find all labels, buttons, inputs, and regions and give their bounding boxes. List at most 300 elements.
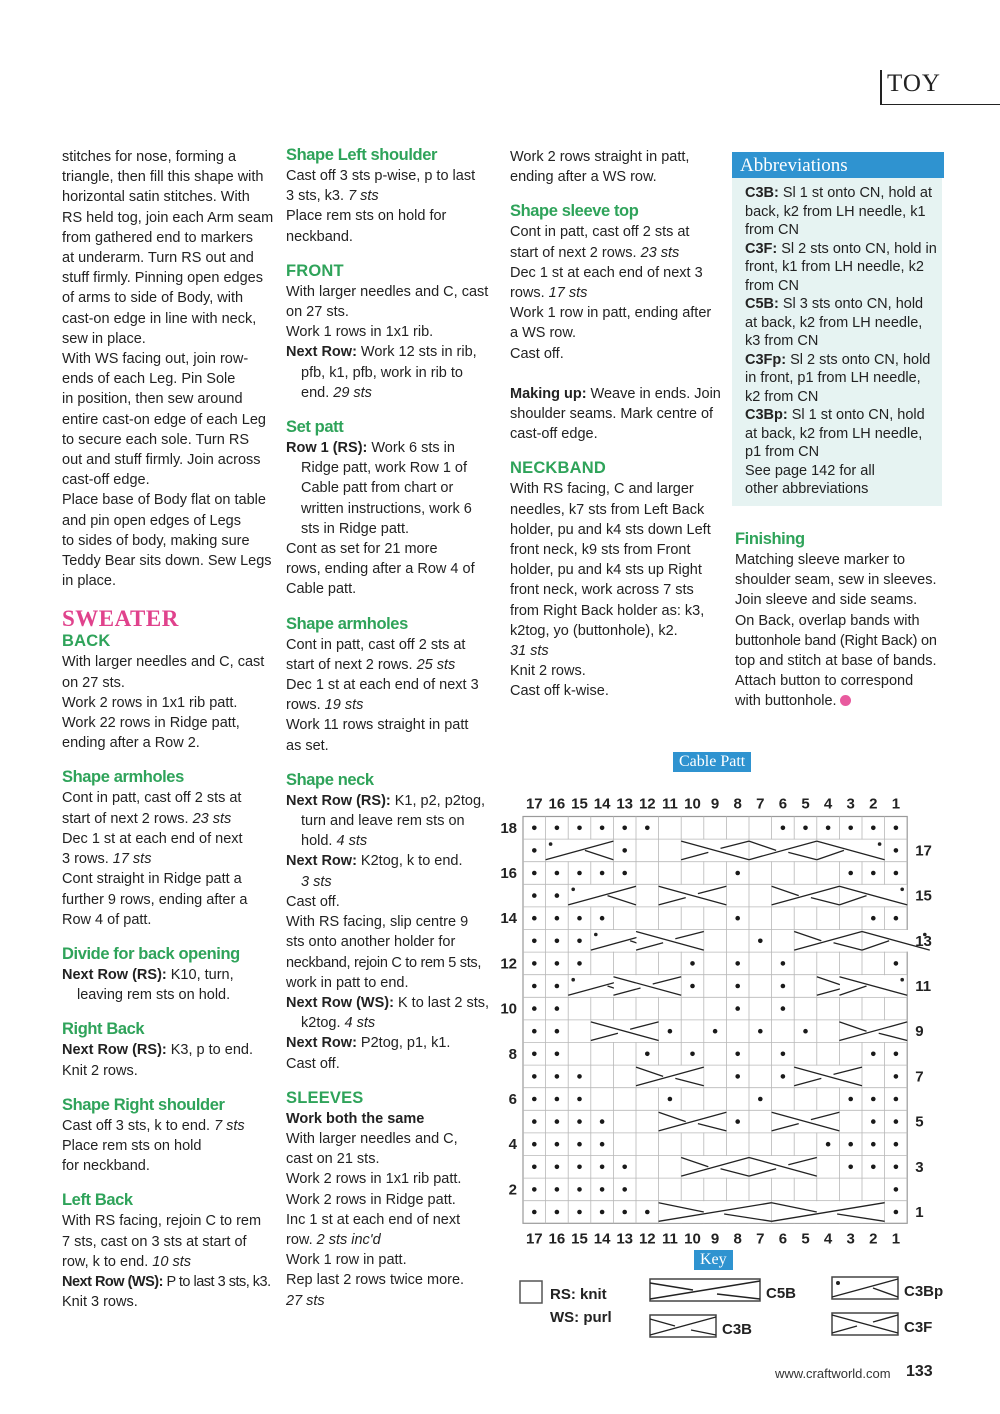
chart-col-label-bottom: 5 [801, 1230, 810, 1248]
text-line [62, 809, 277, 829]
purl-dot [894, 1119, 899, 1124]
left-back-heading: Left Back [62, 1191, 133, 1210]
text-line: top and stitch at base of bands. [735, 653, 937, 670]
text-line: Work 1 row in patt. [286, 1252, 407, 1269]
chart-col-label-bottom: 15 [571, 1230, 588, 1248]
abbreviation-item [745, 295, 937, 351]
stitch-count: 3 sts [301, 873, 332, 890]
purl-dot [577, 871, 582, 876]
row-label: Next Row (WS): [62, 1273, 163, 1290]
chart-col-label-bottom: 7 [756, 1230, 765, 1248]
purl-dot [600, 1119, 605, 1124]
row-label: Next Row (RS): [62, 966, 167, 983]
text-line [510, 641, 725, 661]
text-line [286, 1109, 498, 1129]
text-line: neckband. [286, 228, 353, 245]
purl-dot [532, 1074, 537, 1079]
purl-dot [577, 1142, 582, 1147]
purl-dot [532, 1119, 537, 1124]
text-line [286, 851, 498, 871]
text-line [62, 1116, 277, 1136]
text-line [62, 1272, 277, 1292]
text-line [286, 655, 498, 675]
purl-dot [555, 1097, 560, 1102]
purl-dot [577, 1210, 582, 1215]
purl-dot [555, 1074, 560, 1079]
text-line: holder, pu and k4 sts up Right [510, 562, 702, 579]
text-line: Place rem sts on hold for [286, 208, 447, 225]
text-line [286, 1033, 498, 1053]
purl-dot [555, 1210, 560, 1215]
chart-col-label-top: 15 [571, 795, 588, 813]
text-line: as set. [286, 737, 329, 754]
sleeves-heading: SLEEVES [286, 1088, 364, 1107]
abbreviation-definition: Sl 2 sts onto CN, hold in front, p1 from LH needle, k2 from CN [745, 351, 931, 405]
row-label: Next Row (RS): [62, 1042, 167, 1059]
stitch-count: 31 sts [510, 643, 549, 660]
purl-dot [555, 1119, 560, 1124]
purl-dot [532, 826, 537, 831]
column-3 [510, 147, 725, 702]
purl-dot [894, 1165, 899, 1170]
column-4 [735, 529, 950, 712]
stitch-count: 7 sts [214, 1117, 245, 1134]
purl-dot [690, 961, 695, 966]
purl-dot [555, 1006, 560, 1011]
purl-dot [577, 826, 582, 831]
chart-col-label-top: 7 [756, 795, 765, 813]
purl-dot [555, 984, 560, 989]
text-line: Cont straight in Ridge patt a [62, 871, 242, 888]
abbreviation-item [745, 351, 937, 407]
purl-dot [735, 1006, 740, 1011]
text-line: With larger needles and C, cast [286, 283, 489, 300]
chart-col-label-bottom: 9 [710, 1230, 720, 1248]
chart-col-label-bottom: 16 [548, 1230, 566, 1248]
purl-dot [735, 984, 740, 989]
cable-c3fp-dot [878, 842, 882, 846]
text-run: 3 rows. [62, 851, 113, 868]
purl-dot [532, 871, 537, 876]
text-line: cast-on edge in line with neck, [62, 310, 257, 327]
text-line [62, 849, 277, 869]
stitch-count: 23 sts [192, 810, 232, 827]
stitch-count: 29 sts [333, 384, 372, 401]
chart-row-label-right: 9 [915, 1023, 924, 1041]
abbreviations-box [732, 152, 942, 506]
text-line: On Back, overlap bands with [735, 612, 920, 629]
key-rs-knit: RS: knit [550, 1286, 607, 1303]
purl-dot [555, 1165, 560, 1170]
chart-col-label-top: 11 [661, 795, 678, 813]
stitch-count: 2 sts inc'd [316, 1231, 381, 1248]
text-line: Cast off 3 sts p-wise, p to last [286, 168, 476, 184]
text-line: Place rem sts on hold [62, 1137, 202, 1154]
abbreviation-item [745, 240, 937, 296]
purl-dot [555, 893, 560, 898]
text-line: front neck, work across 7 sts [510, 582, 694, 599]
knit-purl-swatch [520, 1281, 542, 1303]
purl-dot [894, 961, 899, 966]
set-patt-heading: Set patt [286, 418, 344, 437]
purl-dot [871, 916, 876, 921]
purl-dot [555, 961, 560, 966]
purl-dot [555, 1187, 560, 1192]
stitch-count: 25 sts [416, 656, 456, 673]
key-title: Key [694, 1250, 733, 1270]
purl-dot [577, 1074, 582, 1079]
chart-col-label-bottom: 6 [778, 1230, 788, 1248]
text-line: buttonhole band (Right Back) on [735, 632, 937, 649]
text-line: With larger needles and C, cast [62, 654, 265, 671]
front-heading: FRONT [286, 261, 344, 280]
purl-dot [713, 1029, 718, 1034]
chart-row-label-right: 1 [915, 1204, 924, 1221]
text-line: neckband, rejoin C to rem 5 sts, [286, 954, 482, 971]
text-line: Cont in patt, cast off 2 sts at [62, 790, 242, 807]
c3b-symbol [650, 1315, 716, 1337]
text-line: and pin open edges of Legs [62, 512, 241, 529]
purl-dot [532, 939, 537, 944]
row-label: Next Row: [286, 344, 357, 361]
purl-dot [848, 1142, 853, 1147]
chart-col-label-bottom: 1 [891, 1230, 901, 1248]
chart-row-label-left: 12 [500, 955, 517, 973]
text-run: row, k to end. [62, 1253, 153, 1270]
making-up-label: Making up: [510, 385, 587, 402]
text-line: Inc 1 st at each end of next [286, 1211, 461, 1228]
purl-dot [532, 1165, 537, 1170]
row-label: Next Row (WS): [286, 994, 394, 1011]
chart-row-label-right: 15 [915, 887, 932, 905]
text-line: With RS facing, C and larger [510, 481, 694, 498]
purl-dot [826, 1142, 831, 1147]
text-run: K to last 2 sts, [393, 994, 490, 1011]
abbreviation-term: C3Bp: [745, 407, 788, 423]
text-line [286, 1230, 498, 1250]
text-line [286, 993, 498, 1013]
text-line: Cont as set for 21 more [286, 541, 438, 558]
purl-dot [894, 848, 899, 853]
text-line [510, 243, 725, 263]
text-line [62, 1040, 277, 1060]
chart-col-label-bottom: 4 [823, 1230, 833, 1248]
text-line: Work 11 rows straight in patt [286, 717, 469, 734]
text-run: rows. [286, 697, 325, 714]
text-line [286, 438, 498, 458]
purl-dot [781, 1052, 786, 1057]
text-line [62, 965, 277, 985]
purl-dot [555, 1029, 560, 1034]
cable-c3bp-dot [549, 842, 553, 846]
text-line: Work 1 row in patt, ending after [510, 305, 712, 322]
chart-col-label-top: 2 [869, 795, 878, 813]
purl-dot [735, 916, 740, 921]
text-run: end. [301, 384, 334, 401]
text-line [286, 186, 498, 206]
chart-row-label-right: 3 [915, 1158, 924, 1176]
text-line: Teddy Bear sits down. Sew Legs [62, 553, 272, 570]
purl-dot [622, 871, 627, 876]
text-line: With larger needles and C, [286, 1130, 458, 1147]
purl-dot [577, 1119, 582, 1124]
text-line: cast-off edge. [62, 472, 150, 489]
abbreviation-definition: Sl 1 st onto CN, hold at back, k2 from LH needle, k1 from CN [745, 185, 932, 238]
text-line: Cast off. [510, 345, 564, 362]
purl-dot [555, 1142, 560, 1147]
text-run: start of next 2 rows. [510, 244, 641, 261]
text-line: shoulder seams. Mark centre of [510, 406, 714, 423]
purl-dot [894, 1097, 899, 1102]
text-line: Cont in patt, cast off 2 sts at [286, 636, 466, 653]
purl-dot [758, 939, 763, 944]
text-run: start of next 2 rows. [62, 810, 193, 827]
key-c3f-label: C3F [904, 1319, 933, 1336]
purl-dot [668, 1097, 673, 1102]
purl-dot [781, 1074, 786, 1079]
purl-dot [600, 1165, 605, 1170]
purl-dot [894, 871, 899, 876]
chart-row-label-left: 4 [508, 1136, 517, 1154]
chart-col-label-top: 17 [525, 795, 543, 813]
abbreviation-definition: Sl 1 st onto CN, hold at back, k2 from LH needle, p1 from CN [745, 407, 925, 460]
purl-dot [622, 1187, 627, 1192]
chart-col-label-bottom: 2 [869, 1230, 878, 1248]
stitch-count: 19 sts [324, 697, 364, 714]
text-line: Dec 1 st at each end of next 3 [286, 677, 479, 694]
purl-dot [622, 826, 627, 831]
text-line: to sides of body, making sure [62, 532, 250, 549]
chart-col-label-top: 12 [638, 795, 656, 813]
key-ws-purl: WS: purl [550, 1309, 612, 1326]
text-line: at underarm. Turn RS out and [62, 250, 254, 267]
row-label: Row 1 (RS): [286, 440, 368, 457]
text-line: from Right Back holder as: k3, [510, 602, 705, 619]
text-line: Cast off k-wise. [510, 683, 609, 700]
text-line: ending after a Row 2. [62, 735, 200, 752]
stitch-count: 7 sts [348, 188, 379, 205]
c3f-symbol [832, 1313, 898, 1335]
row-label: Next Row: [286, 1035, 357, 1052]
purl-dot [781, 961, 786, 966]
page-footer [760, 1362, 940, 1386]
text-run: K10, turn, [166, 966, 234, 983]
purl-dot [871, 1119, 876, 1124]
text-line: leaving rem sts on hold. [77, 987, 231, 1004]
purl-dot [600, 871, 605, 876]
purl-dot [871, 871, 876, 876]
text-run: P2tog, p1, k1. [356, 1035, 451, 1052]
text-line [286, 1291, 498, 1311]
back-heading: BACK [62, 632, 111, 651]
purl-dot [894, 1210, 899, 1215]
chart-col-label-bottom: 12 [638, 1230, 656, 1248]
purl-dot [600, 1210, 605, 1215]
text-line: RS held tog, join each Arm seam [62, 209, 274, 226]
chart-row-label-left: 16 [500, 865, 517, 882]
purl-dot [645, 1052, 650, 1057]
text-line [286, 383, 498, 403]
text-line: ending after a WS row. [510, 169, 657, 186]
text-line: a WS row. [510, 325, 577, 342]
text-line: Cable patt from chart or [301, 480, 454, 497]
text-line: Matching sleeve marker to [735, 552, 906, 568]
text-line: Work 2 rows in 1x1 rib patt. [286, 1171, 462, 1188]
stitch-count: 4 sts [336, 833, 368, 850]
text-line: Knit 3 rows. [62, 1294, 138, 1311]
purl-dot [894, 1074, 899, 1079]
purl-dot [577, 1097, 582, 1102]
text-line [286, 791, 498, 811]
purl-dot [848, 1165, 853, 1170]
col1-intro [62, 147, 277, 591]
purl-dot [848, 871, 853, 876]
text-run: k2tog. [301, 1015, 345, 1032]
text-line: in place. [62, 573, 117, 590]
purl-dot [758, 1097, 763, 1102]
chart-row-label-left: 6 [508, 1091, 517, 1108]
purl-dot [894, 1142, 899, 1147]
text-line: cast on 21 sts. [286, 1151, 380, 1168]
text-run: Work 12 sts in rib, [356, 344, 477, 361]
purl-dot [894, 826, 899, 831]
chart-col-label-bottom: 17 [525, 1230, 543, 1248]
purl-dot [532, 984, 537, 989]
divide-heading: Divide for back opening [62, 944, 240, 963]
chart-col-label-top: 6 [778, 795, 788, 813]
finishing-heading: Finishing [735, 530, 805, 548]
text-line: triangle, then fill this shape with [62, 169, 264, 186]
text-line: horizontal satin stitches. With [62, 189, 250, 206]
purl-dot [532, 1006, 537, 1011]
text-line: Ridge patt, work Row 1 of [301, 460, 468, 477]
chart-col-label-bottom: 10 [684, 1230, 701, 1248]
text-line: in position, then sew around [62, 391, 243, 408]
text-run: Work 6 sts in [367, 440, 455, 457]
chart-row-label-right: 11 [915, 978, 932, 995]
purl-dot [848, 1097, 853, 1102]
text-line: entire cast-on edge of each Leg [62, 411, 266, 428]
purl-dot [781, 984, 786, 989]
text-line: of arms to side of Body, with [62, 290, 244, 307]
see-page-note: other abbreviations [745, 481, 869, 497]
text-line: Work 22 rows in Ridge patt, [62, 715, 240, 732]
abbreviation-term: C3F: [745, 240, 778, 257]
purl-dot [645, 826, 650, 831]
chart-col-label-top: 9 [710, 795, 720, 813]
text-line [735, 691, 950, 711]
cable-c3bp-dot [571, 888, 575, 892]
chart-col-label-top: 5 [801, 795, 810, 813]
text-line: to secure each sole. Turn RS [62, 431, 249, 448]
text-run: Cast off 3 sts, k to end. [62, 1117, 215, 1134]
purl-dot [532, 916, 537, 921]
purl-dot [735, 1052, 740, 1057]
right-back-heading: Right Back [62, 1020, 145, 1039]
purl-dot [735, 961, 740, 966]
purl-dot [622, 848, 627, 853]
text-line: turn and leave rem sts on [301, 813, 465, 830]
purl-dot [555, 916, 560, 921]
text-line: With RS facing, slip centre 9 [286, 914, 469, 931]
text-line: written instructions, work 6 [301, 500, 472, 517]
text-line: With RS facing, rejoin C to rem [62, 1213, 262, 1230]
purl-dot [645, 1210, 650, 1215]
column-1 [62, 147, 277, 1312]
purl-dot [532, 1142, 537, 1147]
text-line: Join sleeve and side seams. [735, 592, 918, 609]
text-run: K2tog, k to end. [356, 853, 463, 870]
text-run: K1, p2, p2tog, [390, 792, 486, 809]
stitch-count: 27 sts [286, 1292, 325, 1309]
cable-c3fp-dot [900, 888, 904, 892]
text-line [286, 1013, 498, 1033]
key-c5b-label: C5B [766, 1285, 797, 1302]
chart-col-label-top: 1 [891, 795, 901, 813]
text-run: rows. [510, 285, 549, 302]
text-line: 7 sts, cast on 3 sts at start of [62, 1233, 247, 1250]
text-line: With WS facing out, join row- [62, 351, 249, 368]
key-c3b-label: C3B [722, 1321, 753, 1338]
row-label: Next Row (RS): [286, 792, 391, 809]
text-line: needles, k7 sts from Left Back [510, 501, 705, 518]
chart-col-label-top: 14 [593, 795, 611, 813]
see-page-note: See page 142 for all [745, 462, 875, 479]
purl-dot [600, 916, 605, 921]
section-tab-label: TOY [887, 70, 941, 97]
purl-dot [555, 826, 560, 831]
purl-dot [532, 848, 537, 853]
text-run: K3, p to end. [166, 1042, 253, 1059]
purl-dot [871, 826, 876, 831]
text-line: Work 2 rows straight in patt, [510, 149, 690, 165]
chart-row-label-right: 17 [915, 842, 932, 860]
abbreviation-item [745, 406, 937, 462]
text-line: Dec 1 st at each end of next [62, 830, 243, 847]
chart-col-label-top: 10 [684, 795, 701, 813]
chart-col-label-top: 3 [846, 795, 855, 813]
purl-dot [803, 1029, 808, 1034]
front-shape-armholes-heading: Shape armholes [286, 614, 408, 633]
sleeves-subheading: Work both the same [286, 1110, 425, 1127]
text-line: Attach button to correspond [735, 673, 914, 690]
purl-dot [555, 871, 560, 876]
text-line: Row 4 of patt. [62, 911, 152, 928]
shape-right-shoulder-heading: Shape Right shoulder [62, 1095, 225, 1114]
neckband-heading: NECKBAND [510, 459, 607, 478]
cable-c3bp-dot [594, 933, 598, 937]
purl-dot [871, 1165, 876, 1170]
shape-neck-heading: Shape neck [286, 770, 374, 789]
chart-col-label-top: 4 [823, 795, 833, 813]
text-line [286, 695, 498, 715]
text-line: Rep last 2 rows twice more. [286, 1272, 465, 1289]
text-run: start of next 2 rows. [286, 656, 417, 673]
text-line: Knit 2 rows. [510, 663, 586, 680]
footer-url[interactable]: www.craftworld.com [775, 1366, 891, 1381]
cable-c3fp-dot [900, 978, 904, 982]
chart-col-label-bottom: 3 [846, 1230, 855, 1248]
stitch-count: 17 sts [112, 851, 152, 868]
text-line [510, 384, 725, 404]
purl-dot [577, 961, 582, 966]
text-line: ends of each Leg. Pin Sole [62, 371, 236, 388]
chart-row-label-left: 10 [500, 1000, 517, 1018]
purl-dot [826, 826, 831, 831]
page-number: 133 [906, 1363, 933, 1380]
cable-chart [495, 788, 940, 1248]
cable-patt-title: Cable Patt [673, 752, 751, 772]
